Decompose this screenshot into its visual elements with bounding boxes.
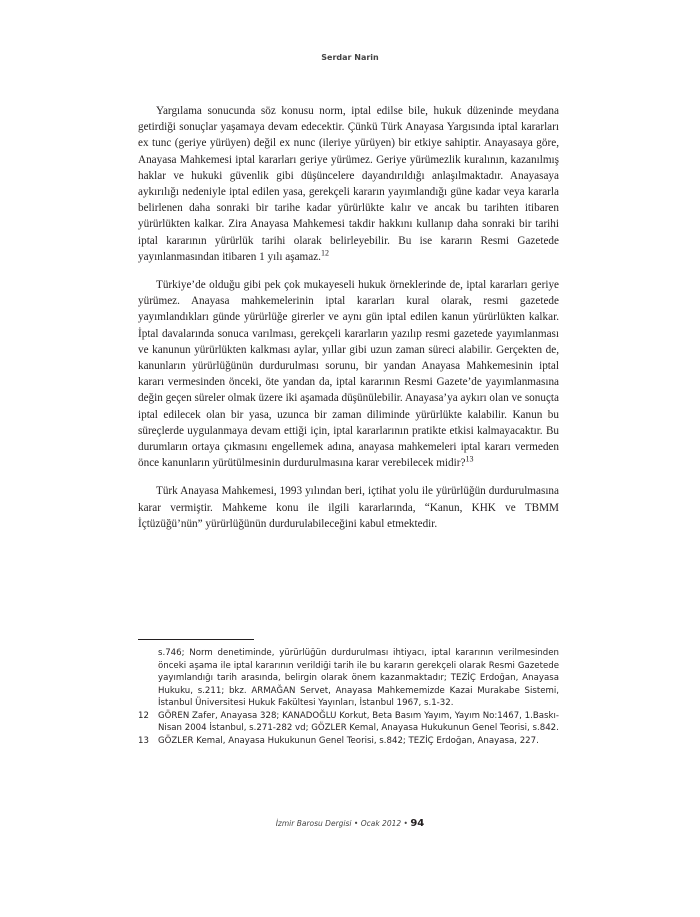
footnote-number: 12: [138, 710, 149, 721]
footer-date: Ocak 2012: [360, 819, 402, 828]
footnote-number: [138, 647, 158, 710]
footer-journal: İzmir Barosu Dergisi: [275, 819, 352, 828]
body-paragraph-2: [138, 277, 559, 471]
footnote-ref-12[interactable]: 12: [320, 248, 329, 258]
footnote-text: GÖZLER Kemal, Anayasa Hukukunun Genel Teorisi, s.842; TEZİÇ Erdoğan, Anayasa, 227.: [158, 735, 539, 746]
body-paragraph-1: [138, 103, 559, 265]
footnote-12: [138, 710, 559, 735]
footnote-ref-13[interactable]: 13: [465, 454, 474, 464]
footer-separator: •: [351, 819, 361, 828]
body-paragraph-3: [138, 483, 559, 532]
paragraph-text: Türkiye’de olduğu gibi pek çok mukayeseli hukuk örneklerinde de, iptal kararları geriye yürümez. Anayasa mahkemelerinin iptal kararları kural olarak, resmi gazetede yayımlandıkları günde yürürlüğe girerler ve aynı gün iptal edilen kanun yürürlükten kalkar. İptal davalarında sonuca varılması, gerekçeli kararların yazılıp resmi gazetede yayımlanması ve kanunun yürürlükten kalkması aylar, yıllar gibi uzun zaman süreci alabilir. Gerçekten de, kanunların yürürlüğünün durdurulması sorunu, bir yandan Anayasa Mahkemesinin iptal kararı vermesinden önceki, öte yandan da, iptal kararının Resmi Gazete’de yayımlanmasına değin geçen süreler olmak üzere iki aşamada düşünülebilir. Anayasa’ya aykırı olan ve sonuçta iptal edilecek olan bir yasa, uzunca bir zaman diliminde yürürlükte kalabilir. Kanun bu süreçlerde uygulanmaya devam ettiği için, iptal kararlarının pratikte etkisi kalmayacaktır. Bu durumların ortaya çıkmasını engellemek adına, anayasa mahkemeleri iptal kararı vermeden önce kanunların yürütülmesinin durdurulmasına karar verebilecek midir?: [138, 279, 559, 470]
paragraph-text: Türk Anayasa Mahkemesi, 1993 yılından beri, içtihat yolu ile yürürlüğün durdurulmasına karar vermiştir. Mahkeme konu ile ilgili kararlarında, “Kanun, KHK ve TBMM İçtüzüğü’nün” yürürlüğünün durdurulabileceğini kabul etmektedir.: [138, 485, 559, 530]
footnote-text: s.746; Norm denetiminde, yürürlüğün durdurulması ihtiyacı, iptal kararının verilmesinden önceki aşama ile iptal kararının verildiği tarih ile bu kararın gerekçeli olarak Resmi Gazetede yayımlandığı tarih arasında, belirgin olarak önem kazanmaktadır; TEZİÇ Erdoğan, Anayasa Hukuku, s.211; bkz. ARMAĞAN Servet, Anayasa Mahkememizde Kazai Murakabe Sistemi, İstanbul Üniversitesi Hukuk Fakültesi Yayınları, İstanbul 1967, s.1-32.: [158, 648, 559, 708]
article-body: [138, 103, 559, 544]
footnote-continued: [138, 647, 559, 710]
footnotes: [138, 647, 559, 747]
paragraph-text: Yargılama sonucunda söz konusu norm, iptal edilse bile, hukuk düzeninde meydana getirdiği sonuçlar yaşamaya devam edecektir. Çünkü Türk Anayasa Yargısında iptal kararları ex tunc (geriye yürüyen) değil ex nunc (ileriye yürüyen) bir etkiye sahiptir. Anayasaya göre, Anayasa Mahkemesi iptal kararları geriye yürümez. Geriye yürümezlik kuralının, kazanılmış haklar ve hukuki güvenlik gibi düşüncelere dayandırıldığı anlaşılmaktadır. Anayasaya aykırılığı nedeniyle iptal edilen yasa, gerekçeli kararın yayımlandığı güne kadar veya kararla belirlenen daha sonraki bir tarihe kadar yürürlükte kalır ve ancak bu tarihten itibaren yürürlükten kalkar. Zira Anayasa Mahkemesi takdir hakkını kullanıp daha sonraki bir tarihi iptal kararının yürürlük tarihi olarak belirleyebilir. Bu ise kararın Resmi Gazetede yayınlanmasından itibaren 1 yılı aşamaz.: [138, 105, 559, 263]
footer-separator: •: [401, 819, 411, 828]
footnote-13: [138, 735, 559, 748]
page-footer: [0, 818, 700, 829]
running-header: [0, 53, 700, 62]
header-author: Serdar Narin: [321, 53, 379, 62]
footnote-text: GÖREN Zafer, Anayasa 328; KANADOĞLU Korkut, Beta Basım Yayım, Yayım No:1467, 1.Baskı-Nisan 2004 İstanbul, s.271-282 vd; GÖZLER Kemal, Anayasa Hukukunun Genel Teorisi, s.842.: [158, 710, 559, 733]
page-number: 94: [410, 818, 425, 829]
footnote-number: 13: [138, 735, 149, 746]
footnote-separator: [138, 639, 254, 640]
